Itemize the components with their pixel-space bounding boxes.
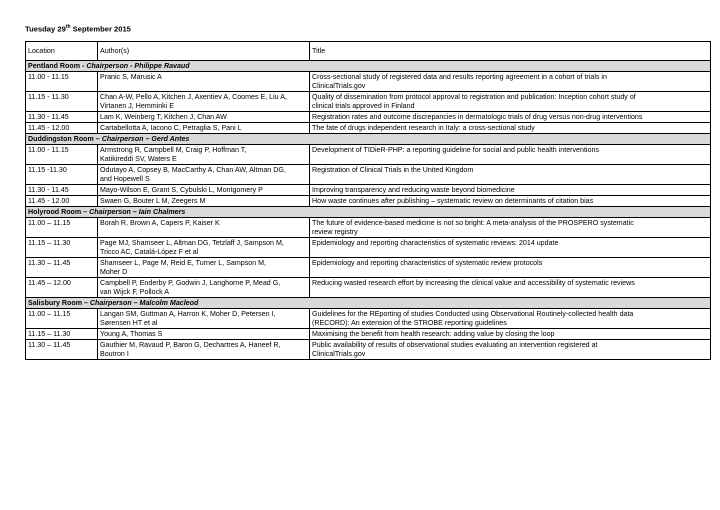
time-slot: 11.00 – 11.15 <box>26 309 98 329</box>
authors-cell <box>98 185 310 196</box>
title-cell <box>310 196 711 207</box>
table-row <box>26 145 711 165</box>
authors-line: Boutron I <box>100 350 129 358</box>
authors-line: Chan A-W, Pello A, Kitchen J, Axentiev A, Coomes E, Liu A, <box>100 93 287 101</box>
authors-cell <box>98 329 310 340</box>
column-header-authors: Author(s) <box>98 42 310 61</box>
table-row <box>26 340 711 360</box>
table-row <box>26 123 711 134</box>
authors-line: Cartabellotta A, Iacono C, Petraglia S, Pani L <box>100 124 242 132</box>
table-row <box>26 218 711 238</box>
schedule-table <box>25 41 711 360</box>
title-line: The future of evidence-based medicine is not so bright: A meta-analysis of the PROSPERO systematic <box>312 219 634 227</box>
room-header <box>26 134 711 145</box>
heading-date: Tuesday 29 <box>25 24 66 34</box>
title-cell <box>310 309 711 329</box>
table-row <box>26 278 711 298</box>
authors-line: Odutayo A, Copsey B, MacCarthy A, Chan AW, Altman DG, <box>100 166 286 174</box>
authors-line: Katikireddi SV, Waters E <box>100 155 177 163</box>
time-slot: 11.45 - 12.00 <box>26 123 98 134</box>
title-line: Guidelines for the REporting of studies Conducted using Observational Routinely-collected health data <box>312 310 634 318</box>
authors-line: Gauthier M, Ravaud P, Baron G, Dechartres A, Haneef R, <box>100 341 281 349</box>
authors-line: Armstrong R, Campbell M, Craig P, Hoffman T, <box>100 146 247 154</box>
table-row <box>26 92 711 112</box>
authors-line: Borah R, Brown A, Capers P, Kaiser K <box>100 219 220 227</box>
time-slot: 11.00 - 11.15 <box>26 145 98 165</box>
room-header-row <box>26 298 711 309</box>
authors-cell <box>98 218 310 238</box>
authors-cell <box>98 92 310 112</box>
title-cell <box>310 329 711 340</box>
table-row <box>26 165 711 185</box>
room-header-row <box>26 134 711 145</box>
title-line: (RECORD): An extension of the STROBE reporting guidelines <box>312 319 507 327</box>
title-line: The fate of drugs independent research in Italy: a cross-sectional study <box>312 124 535 132</box>
authors-line: Shamseer L, Page M, Reid E, Turner L, Sampson M, <box>100 259 266 267</box>
time-slot: 11.45 – 12.00 <box>26 278 98 298</box>
title-line: Public availability of results of observational studies evaluating an intervention registered at <box>312 341 598 349</box>
authors-line: and Hopewell S <box>100 175 150 183</box>
table-row <box>26 112 711 123</box>
title-line: Epidemiology and reporting characteristics of systematic review protocols <box>312 259 543 267</box>
table-row <box>26 258 711 278</box>
authors-line: Langan SM, Guttman A, Harron K, Moher D, Petersen I, <box>100 310 276 318</box>
time-slot: 11.30 – 11.45 <box>26 340 98 360</box>
authors-cell <box>98 112 310 123</box>
authors-cell <box>98 196 310 207</box>
authors-line: Virtanen J, Hemminki E <box>100 102 174 110</box>
authors-line: van Wijck F, Pollock A <box>100 288 169 296</box>
title-line: Reducing wasted research effort by increasing the clinical value and accessibility of systematic reviews <box>312 279 635 287</box>
room-name: Duddingston Room – <box>28 135 102 143</box>
title-cell <box>310 185 711 196</box>
chairperson: Chairperson – Gerd Antes <box>101 135 190 143</box>
title-line: review registry <box>312 228 358 236</box>
room-header <box>26 207 711 218</box>
title-cell <box>310 92 711 112</box>
time-slot: 11.15 – 11.30 <box>26 238 98 258</box>
room-header-row <box>26 61 711 72</box>
title-line: Quality of dissemination from protocol approval to registration and publication: Inception cohort study of <box>312 93 636 101</box>
authors-line: Moher D <box>100 268 128 276</box>
title-cell <box>310 165 711 185</box>
authors-line: Tricco AC, Catalá-López F et al <box>100 248 199 256</box>
time-slot: 11.30 – 11.45 <box>26 258 98 278</box>
title-cell <box>310 145 711 165</box>
title-cell <box>310 123 711 134</box>
room-header <box>26 298 711 309</box>
title-cell <box>310 218 711 238</box>
title-line: Improving transparency and reducing waste beyond biomedicine <box>312 186 515 194</box>
title-line: Development of TIDieR-PHP: a reporting guideline for social and public health interventions <box>312 146 599 154</box>
title-line: ClinicalTrials.gov <box>312 82 366 90</box>
time-slot: 11.15 - 11.30 <box>26 92 98 112</box>
title-line: Registration of Clinical Trials in the United Kingdom <box>312 166 474 174</box>
title-line: ClinicalTrials.gov <box>312 350 366 358</box>
header-row <box>26 42 711 61</box>
authors-cell <box>98 309 310 329</box>
column-header-location: Location <box>26 42 98 61</box>
title-line: Cross-sectional study of registered data and results reporting agreement in a cohort of trials in <box>312 73 607 81</box>
authors-line: Young A, Thomas S <box>100 330 163 338</box>
time-slot: 11.15 -11.30 <box>26 165 98 185</box>
authors-cell <box>98 258 310 278</box>
title-cell <box>310 278 711 298</box>
authors-line: Mayo-Wilson E, Grant S, Cybulski L, Montgomery P <box>100 186 263 194</box>
schedule-body <box>26 61 711 360</box>
chairperson: Chairperson – Malcolm Macleod <box>89 299 199 307</box>
heading-month-year: September 2015 <box>70 24 131 34</box>
time-slot: 11.15 – 11.30 <box>26 329 98 340</box>
column-header-title: Title <box>310 42 711 61</box>
authors-cell <box>98 238 310 258</box>
time-slot: 11.45 - 12.00 <box>26 196 98 207</box>
room-header-row <box>26 207 711 218</box>
authors-cell <box>98 340 310 360</box>
room-header <box>26 61 711 72</box>
table-row <box>26 309 711 329</box>
table-row <box>26 185 711 196</box>
time-slot: 11.00 – 11.15 <box>26 218 98 238</box>
authors-line: Swaen G, Bouter L M, Zeegers M <box>100 197 206 205</box>
table-row <box>26 329 711 340</box>
chairperson: Chairperson – Iain Chalmers <box>89 208 186 216</box>
authors-cell <box>98 165 310 185</box>
title-cell <box>310 72 711 92</box>
page-heading <box>25 24 131 34</box>
authors-cell <box>98 72 310 92</box>
chairperson: Chairperson - Philippe Ravaud <box>86 62 190 70</box>
table-row <box>26 72 711 92</box>
title-cell <box>310 340 711 360</box>
title-line: clinical trials approved in Finland <box>312 102 415 110</box>
title-line: Maximising the benefit from health research: adding value by closing the loop <box>312 330 555 338</box>
authors-cell <box>98 123 310 134</box>
time-slot: 11.30 - 11.45 <box>26 185 98 196</box>
table-row <box>26 196 711 207</box>
time-slot: 11.30 - 11.45 <box>26 112 98 123</box>
title-cell <box>310 112 711 123</box>
title-cell <box>310 238 711 258</box>
heading-date-suffix: th <box>65 24 71 30</box>
time-slot: 11.00 - 11.15 <box>26 72 98 92</box>
table-row <box>26 238 711 258</box>
room-name: Salisbury Room – <box>28 299 90 307</box>
authors-line: Lam K, Weinberg T, Kitchen J, Chan AW <box>100 113 227 121</box>
room-name: Pentland Room - <box>28 62 87 70</box>
title-line: Registration rates and outcome discrepancies in dermatologic trials of drug versus non-drug interventions <box>312 113 643 121</box>
title-line: Epidemiology and reporting characteristics of systematic reviews: 2014 update <box>312 239 559 247</box>
title-line: How waste continues after publishing – systematic review on determinants of citation bias <box>312 197 594 205</box>
authors-cell <box>98 278 310 298</box>
authors-line: Page MJ, Shamseer L, Altman DG, Tetzlaff J, Sampson M, <box>100 239 284 247</box>
authors-line: Sørensen HT et al <box>100 319 158 327</box>
authors-cell <box>98 145 310 165</box>
room-name: Holyrood Room – <box>28 208 90 216</box>
authors-line: Campbell P, Enderby P, Godwin J, Langhorne P, Mead G, <box>100 279 281 287</box>
title-cell <box>310 258 711 278</box>
authors-line: Pranic S, Marusic A <box>100 73 162 81</box>
